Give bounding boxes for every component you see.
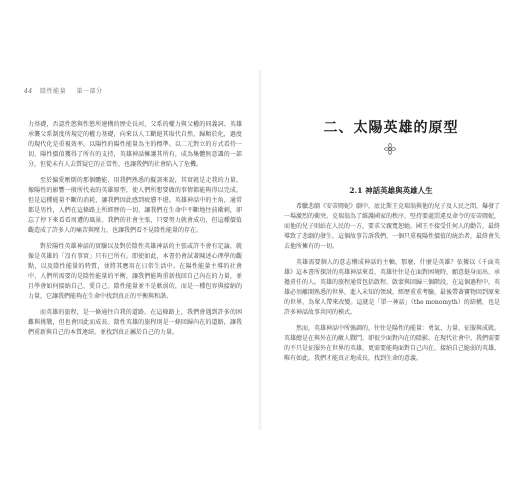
section-heading: 2.1 神話英雄與英雄人生	[349, 186, 433, 195]
paragraph: 英雄需要個人的意志構成神話的主軸，那麼，什麼是英雄？依據以《千面英雄》這本書所探討的英雄神話來看，英雄往往是在面對困境時，願意挺身而出、承擔責任的人。英雄的旅程通常包括啟程、啟蒙與回歸三個階段，在這個過程中，英雄必須離開熟悉的世界，進入未知的領域，經歷重重考驗，最後帶著寶物回到原來的世界，為眾人帶來改變。這就是「單一神話」（the monomyth）的結構，也是許多神話故事共同的模式。	[284, 259, 501, 316]
paragraph: 力基礎，否認性慾與性慾所建構的歷史長河，父系的權力與父權的同義詞。英雄承襲父系制度所規定的權力基礎，向來以人工斷絕其取代自然，歸順於化，過度的現代化是重視效率，以陽性的陽性能量為主的標準。以二元對立的方式看待一切，陽性價值獲得了所有的支持，英雄神話擁護其所有，成為集體無意識的一部分，但從未有人去質疑它的正當性，也讓我們的社會陷入了危機。	[28, 121, 242, 168]
paragraph: 對於陽性英雄神話的實驗以及對於陰性英雄神話的主張或許不會有定論，就像是英雄的「沒有事實」只有已所有。即使如此，本書仍會試著陳述心理學的觀點，以及陰性能量的特質，並將其應用在日常生活中。在陽性能量主導的社會中，人們所需要的是陰性能量的平衡，讓我們能夠重新找回自己內在的力量，並且學會如何接納自己、愛自己。陰性能量並不是軟弱的，而是一種包容與接納的力量，它讓我們能夠在生命中找到真正的平衡與和諧。	[28, 243, 242, 300]
page-number: 44	[24, 88, 33, 95]
left-body-text	[28, 120, 242, 344]
paragraph: 至於偏愛壓倒的那個體能，用我們熟悉的擬訓來說，其實就是走我的力量，像陽性的影響一般所代表的英雄原型，使人們所想要做的事情都能夠得以完成，但是這種能量不斷的消耗，讓我們因此感到疲憊不堪。英雄神話中的主角，通常都是男性，人們在這條路上所經歷的一切，讓我們在生命中不斷地往前衝刺，卻忘了停下來看看周遭的風景。我們的社會主張，只要努力就會成功，但這種價值觀造成了許多人的痛苦與壓力，也讓我們看不見陰性能量的存在。	[28, 177, 242, 234]
part-label: 第一部分	[76, 88, 103, 95]
chapter-title: 二、太陽英雄的原型	[323, 120, 459, 136]
paragraph: 然而，英雄神話中所強調的，往往是陽性的能量：勇氣、力量、征服與成就。英雄總是在與外在的敵人戰鬥，卻很少面對內在的陰影。在現代社會中，我們需要的不只是征服外在世界的英雄，更需要能夠面對自己內在、接納自己脆弱的英雄。唯有如此，我們才能真正地成長，找到生命的意義。	[284, 325, 501, 362]
running-header	[24, 86, 103, 95]
flower-ornament-icon	[384, 143, 396, 155]
paragraph: 希臘悲劇《安蒂岡妮》劇中，底比斯王克瑞翁與他的兒子及人民之間，爆發了一場激烈的衝突。克瑞翁為了維護國家的秩序，堅持要處罰違反命令的安蒂岡妮，而他的兒子則站在人民的一方，要求父親寬恕她。國王不接受任何人的勸告，最終導致了悲劇的發生。這個故事告訴我們，一個只重視陽性價值的統治者，最終會失去他所擁有的一切。	[284, 203, 501, 250]
paragraph: 而英雄的旅程，是一條通往自我的道路。在這條路上，我們會遇到許多的困難與挑戰，但也會因此而成長。陰性英雄的旅程則是一條回歸內在的道路，讓我們重新與自己的本質連結，並找到真正屬於自己的力量。	[28, 309, 242, 336]
book-title: 陰性能量	[40, 88, 67, 95]
right-body-text	[284, 202, 500, 370]
